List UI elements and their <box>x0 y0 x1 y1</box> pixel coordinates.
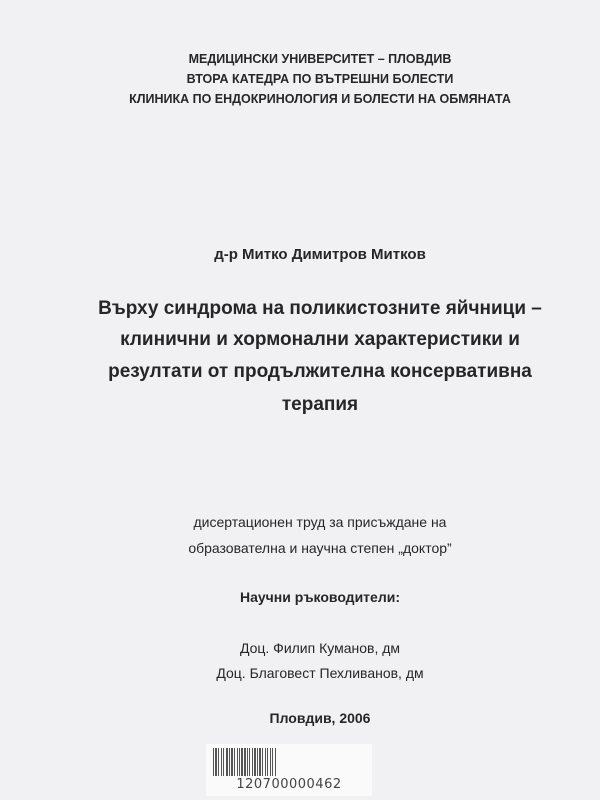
place-year: Пловдив, 2006 <box>269 710 371 726</box>
title-line-3: резултати от продължителна консервативна <box>108 361 532 382</box>
supervisor-2: Доц. Благовест Пехливанов, дм <box>216 665 424 681</box>
supervisor-1: Доц. Филип Куманов, дм <box>239 640 401 656</box>
title-line-4: терапия <box>281 394 359 415</box>
author-name: д-р Митко Димитров Митков <box>214 246 426 263</box>
department-name: ВТОРА КАТЕДРА ПО ВЪТРЕШНИ БОЛЕСТИ <box>186 72 454 86</box>
supervisors-label: Научни ръководители: <box>240 589 400 605</box>
barcode-label <box>206 744 372 796</box>
clinic-name: КЛИНИКА ПО ЕНДОКРИНОЛОГИЯ И БОЛЕСТИ НА ОБМЯНАТА <box>129 92 511 106</box>
title-line-2: клинични и хормонални характеристики и <box>120 329 520 350</box>
barcode-bars <box>213 748 365 776</box>
title-line-1: Върху синдрома на поликистозните яйчници – <box>98 298 542 319</box>
university-name: МЕДИЦИНСКИ УНИВЕРСИТЕТ – ПЛОВДИВ <box>188 52 452 66</box>
barcode-number: 120700000462 <box>236 777 342 792</box>
description-line-1: дисертационен труд за присъждане на <box>193 514 447 530</box>
description-line-2: образователна и научна степен „доктор” <box>188 540 452 556</box>
